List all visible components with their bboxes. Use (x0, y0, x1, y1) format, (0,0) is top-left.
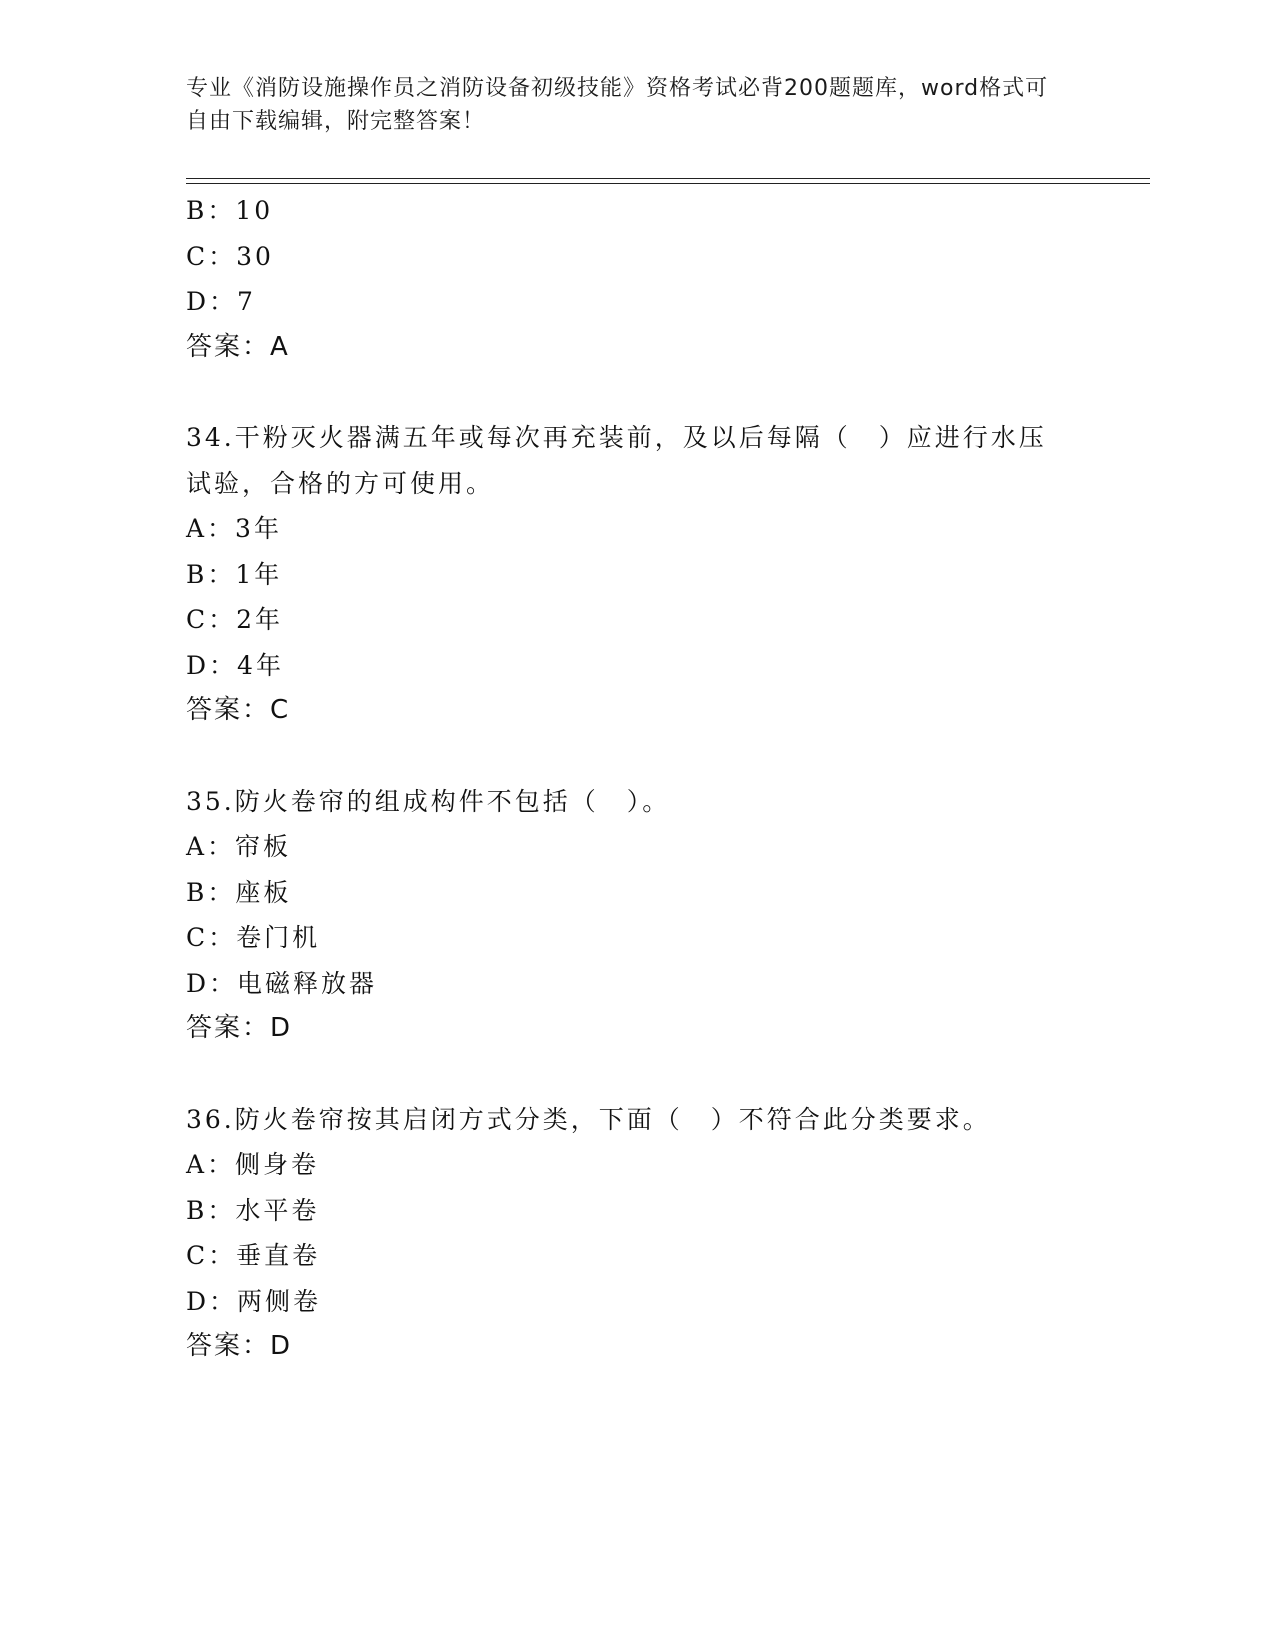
header-divider-bottom (186, 183, 1150, 184)
question-text: 35.防火卷帘的组成构件不包括（ ）。 (186, 786, 671, 816)
page-header: 专业《消防设施操作员之消防设备初级技能》资格考试必背200题题库，word格式可自由下载编辑，附完整答案！ (186, 76, 1049, 134)
question-content (186, 188, 1086, 1370)
option-c: C：卷门机 (186, 923, 321, 952)
option-b: B：水平卷 (186, 1195, 320, 1225)
option-a: A：侧身卷 (186, 1150, 320, 1179)
header-divider-top (186, 178, 1150, 179)
option-d: D：7 (186, 287, 256, 316)
question-block-36 (186, 1097, 1086, 1370)
answer-line: 答案：A (186, 331, 290, 362)
option-c: C：2年 (186, 605, 284, 634)
option-c: C：30 (186, 241, 274, 271)
option-a: A：3年 (186, 514, 282, 543)
option-b: B：1年 (186, 559, 283, 589)
question-block-34 (186, 415, 1086, 734)
question-text: 36.防火卷帘按其启闭方式分类，下面（ ）不符合此分类要求。 (186, 1104, 991, 1134)
option-d: D：4年 (186, 650, 284, 680)
option-b: B：10 (186, 196, 274, 225)
option-b: B：座板 (186, 877, 292, 907)
previous-question-block (186, 188, 1086, 370)
answer-line: 答案：D (186, 1013, 293, 1043)
answer-line: 答案：D (186, 1331, 293, 1361)
option-c: C：垂直卷 (186, 1241, 321, 1270)
answer-line: 答案：C (186, 695, 291, 725)
option-d: D：两侧卷 (186, 1286, 322, 1316)
option-a: A：帘板 (186, 832, 292, 861)
question-text: 34.干粉灭火器满五年或每次再充装前，及以后每隔（ ）应进行水压 (186, 423, 1047, 452)
question-block-35 (186, 779, 1086, 1052)
question-text-continued: 试验，合格的方可使用。 (186, 468, 495, 498)
option-d: D：电磁释放器 (186, 968, 378, 998)
